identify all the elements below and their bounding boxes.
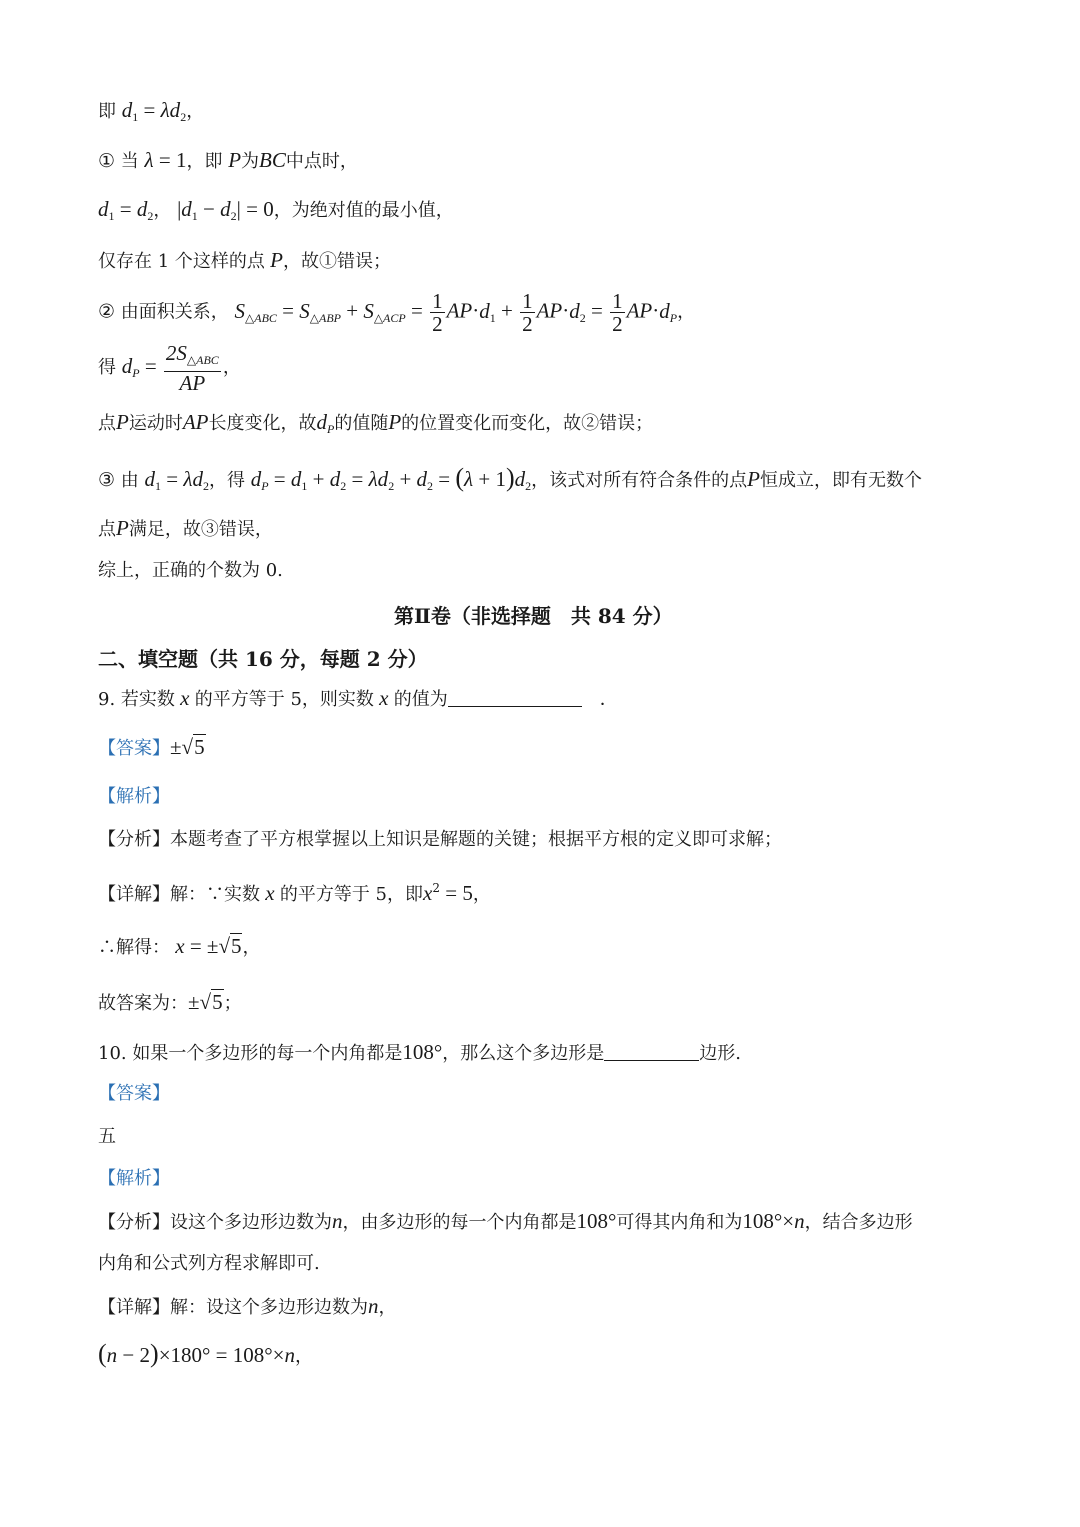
section-title: 第Ⅱ卷（非选择题 共 84 分）: [394, 604, 673, 628]
answer-blank[interactable]: [448, 688, 582, 707]
text: ，得: [208, 470, 245, 491]
text: 的平方等于 5，则实数: [194, 689, 374, 710]
line-infinite: 点P满足，故③错误，: [98, 516, 273, 540]
text: ，即: [186, 151, 223, 172]
q9-xiangjie: 【详解】解：∵实数 x 的平方等于 5，即$x^2 = 5$，: [98, 881, 491, 905]
answer-tag: 【答案】: [98, 738, 170, 759]
text: 的位置变化而变化，故②错误；: [401, 413, 654, 434]
line-area-relation: ② 由面积关系， $S_{\triangle ABC} = S_{\triangle ABP} + S_{\triangle ACP}$ = $\frac{1}{2}$ $AP\cdot d_1$ + $\frac{1}{2}$ $AP\cdot d_2$ = $\frac{1}{2}$ $AP\cdot d_P$，: [98, 289, 696, 336]
text: ．: [599, 689, 618, 710]
line-case-3: ③ 由 $d_1 = \lambda d_2$，得 $d_P = d_1 + d_2 = \lambda d_2 + d_2 = (\lambda + 1)d_2$，该式对所有符合条件的点P恒成立，即有无数个: [98, 463, 922, 493]
text: 长度变化，故: [208, 413, 317, 434]
q9-stem: 9. 若实数 x 的平方等于 5，则实数 x 的值为 ．: [98, 686, 618, 710]
text: 为: [241, 151, 260, 172]
line-dp-varies: 点P运动时AP长度变化，故$d_P$的值随P的位置变化而变化，故②错误；: [98, 410, 654, 436]
part-title: 二、填空题（共 16 分，每题 2 分）: [98, 647, 428, 671]
q10-stem: 10. 如果一个多边形的每一个内角都是108°，那么这个多边形是 边形.: [98, 1040, 741, 1064]
text: 9. 若实数: [98, 689, 175, 710]
q9-solve: ∴解得： x = ±√5，: [98, 934, 261, 958]
text: ∴解得：: [98, 937, 170, 958]
text: 点: [98, 519, 116, 540]
text: 的平方等于 5，即: [279, 884, 424, 905]
q10-answer: 五: [98, 1126, 116, 1147]
q10-xiangjie: 【详解】解：设这个多边形边数为n，: [98, 1294, 397, 1318]
q10-equation: (n − 2)×180° = 108°×n，: [98, 1339, 314, 1368]
text: 可得其内角和为: [616, 1212, 743, 1233]
text: ，该式对所有符合条件的点: [531, 470, 748, 491]
text: 的值随: [334, 413, 389, 434]
q9-fenxi: 【分析】本题考查了平方根掌握以上知识是解题的关键；根据平方根的定义即可求解；: [98, 829, 782, 850]
line-case-1: ① 当 λ = 1，即 P为BC中点时，: [98, 148, 358, 172]
text: ，那么这个多边形是: [442, 1043, 605, 1064]
text: 【分析】设这个多边形边数为: [98, 1212, 332, 1233]
text: 得: [98, 357, 116, 378]
text: 由面积关系，: [120, 301, 229, 323]
text: 满足，故③错误，: [128, 519, 273, 540]
text: 的值为: [393, 689, 448, 710]
text: ，: [153, 200, 172, 221]
text: 由: [120, 470, 139, 491]
text: ，由多边形的每一个内角都是: [342, 1212, 577, 1233]
text: ，为绝对值的最小值，: [273, 200, 454, 221]
line-abs-min: $d_1 = d_2$， $|d_1 - d_2| = 0$，为绝对值的最小值，: [98, 197, 454, 223]
line-only-one: 仅存在 1 个这样的点 P，故①错误；: [98, 248, 391, 272]
text: 【详解】解：∵实数: [98, 884, 260, 905]
text: 仅存在 1 个这样的点: [98, 251, 265, 272]
text: 点: [98, 413, 116, 434]
q10-analysis-tag: 【解析】: [98, 1168, 170, 1189]
text: 当: [120, 151, 139, 172]
q10-fenxi-line1: 【分析】设这个多边形边数为n，由多边形的每一个内角都是108°可得其内角和为108°×n，结合多边形: [98, 1209, 913, 1233]
circled-number: ①: [98, 150, 116, 172]
q10-answer-tag: 【答案】: [98, 1083, 170, 1104]
text: ，结合多边形: [804, 1212, 913, 1233]
text: 10. 如果一个多边形的每一个内角都是: [98, 1043, 403, 1064]
text: ，: [378, 1297, 397, 1318]
text: ±: [170, 735, 182, 759]
text: 边形.: [699, 1043, 741, 1064]
circled-number: ③: [98, 469, 116, 491]
text: 【详解】解：设这个多边形边数为: [98, 1297, 368, 1318]
line-d1-equals-lambda-d2: 即 $d_1 = \lambda d_2$，: [98, 98, 205, 124]
line-summary: 综上，正确的个数为 0.: [98, 560, 283, 581]
text: 中点时，: [285, 151, 358, 172]
q9-analysis-tag: 【解析】: [98, 786, 170, 807]
text: 恒成立，即有无数个: [760, 470, 922, 491]
circled-number: ②: [98, 300, 116, 323]
q9-answer: 【答案】±√5: [98, 735, 205, 759]
text: 故答案为：: [98, 993, 188, 1014]
text: ，故①错误；: [282, 251, 391, 272]
answer-blank[interactable]: [604, 1042, 699, 1061]
text: 运动时: [128, 413, 183, 434]
text: 即: [98, 101, 116, 122]
line-dp-formula: 得 $d_P$ = $\frac{2S_{\triangle ABC}}{AP}$ ，: [98, 341, 241, 395]
q9-final: 故答案为：±√5；: [98, 990, 242, 1014]
q10-fenxi-line2: 内角和公式列方程求解即可.: [98, 1253, 320, 1274]
